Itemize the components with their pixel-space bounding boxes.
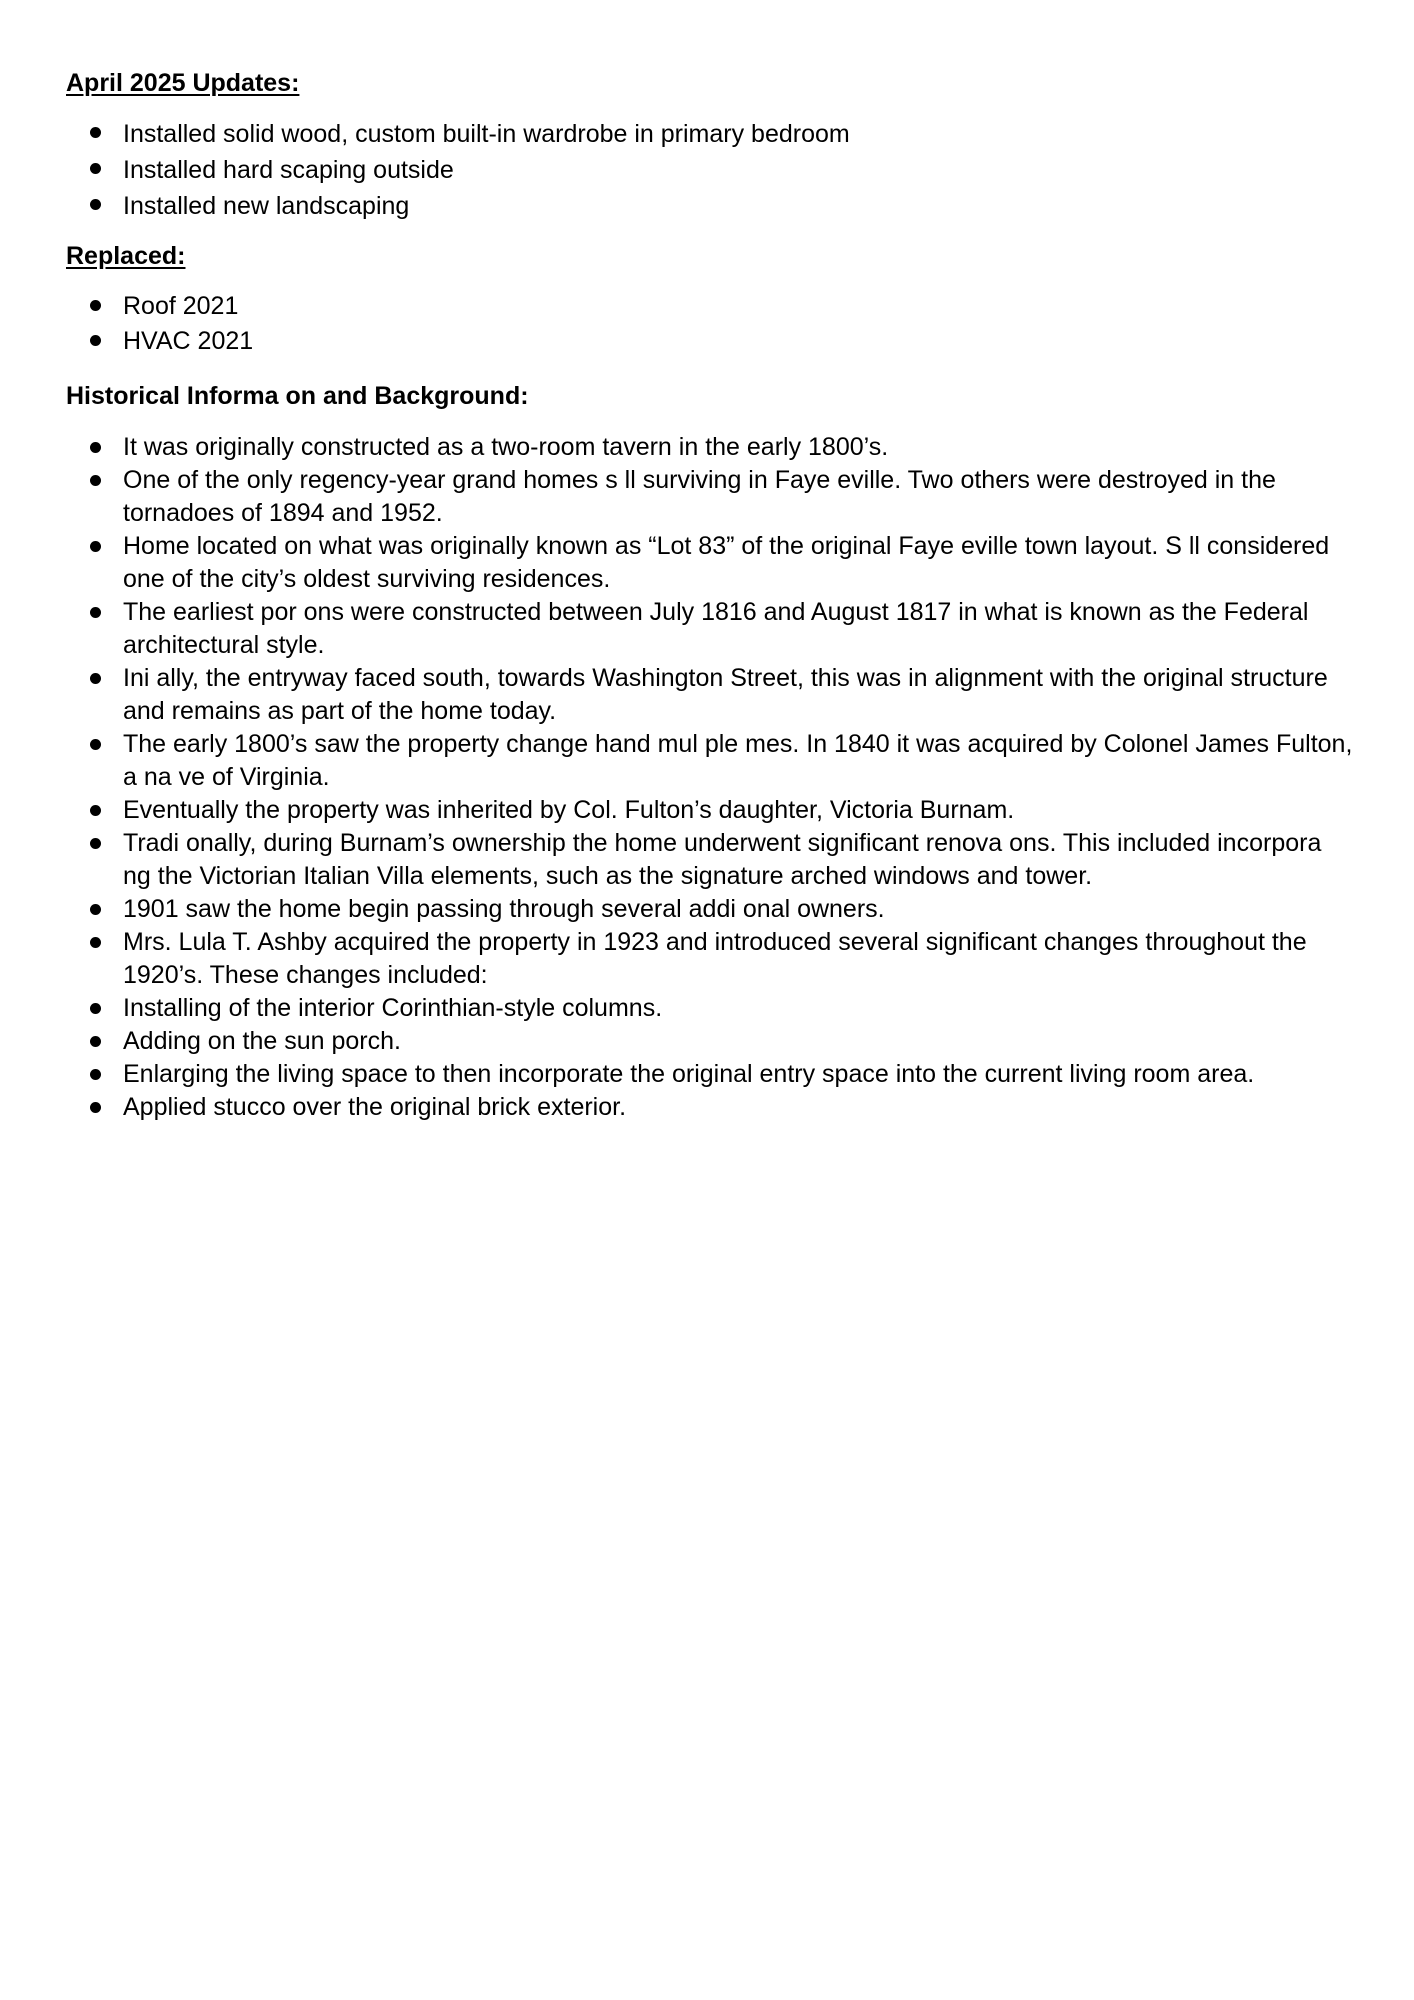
history-heading: Historical Informa on and Background: — [66, 382, 529, 410]
list-item: Home located on what was originally known as “Lot 83” of the original Faye eville town layout. S ll considered one of the city’s oldest surviving residences. — [66, 530, 1356, 596]
list-item: Roof 2021 — [66, 289, 1356, 324]
document-page — [66, 66, 1356, 1124]
list-item: 1901 saw the home begin passing through several addi onal owners. — [66, 893, 1356, 926]
list-item: Installed new landscaping — [66, 188, 1356, 224]
list-item: Ini ally, the entryway faced south, towards Washington Street, this was in alignment with the original structure and remains as part of the home today. — [66, 662, 1356, 728]
replaced-heading: Replaced: — [66, 242, 186, 270]
list-item: Applied stucco over the original brick exterior. — [66, 1091, 1356, 1124]
list-item: Installed solid wood, custom built-in wardrobe in primary bedroom — [66, 116, 1356, 152]
updates-list — [66, 116, 1356, 224]
list-item: Adding on the sun porch. — [66, 1025, 1356, 1058]
list-item: Installing of the interior Corinthian-style columns. — [66, 992, 1356, 1025]
history-list — [66, 431, 1356, 1124]
list-item: It was originally constructed as a two-room tavern in the early 1800’s. — [66, 431, 1356, 464]
list-item: One of the only regency-year grand homes s ll surviving in Faye eville. Two others were destroyed in the tornadoes of 1894 and 1952. — [66, 464, 1356, 530]
replaced-list — [66, 289, 1356, 359]
list-item: The earliest por ons were constructed between July 1816 and August 1817 in what is known as the Federal architectural style. — [66, 596, 1356, 662]
updates-heading: April 2025 Updates: — [66, 69, 300, 97]
list-item: Eventually the property was inherited by Col. Fulton’s daughter, Victoria Burnam. — [66, 794, 1356, 827]
list-item: Installed hard scaping outside — [66, 152, 1356, 188]
list-item: Mrs. Lula T. Ashby acquired the property in 1923 and introduced several significant changes throughout the 1920’s. These changes included: — [66, 926, 1356, 992]
list-item: Enlarging the living space to then incorporate the original entry space into the current living room area. — [66, 1058, 1356, 1091]
list-item: The early 1800’s saw the property change hand mul ple mes. In 1840 it was acquired by Colonel James Fulton, a na ve of Virginia. — [66, 728, 1356, 794]
list-item: HVAC 2021 — [66, 324, 1356, 359]
list-item: Tradi onally, during Burnam’s ownership the home underwent significant renova ons. This included incorpora ng the Victorian Italian Villa elements, such as the signature arched windows and tower. — [66, 827, 1356, 893]
